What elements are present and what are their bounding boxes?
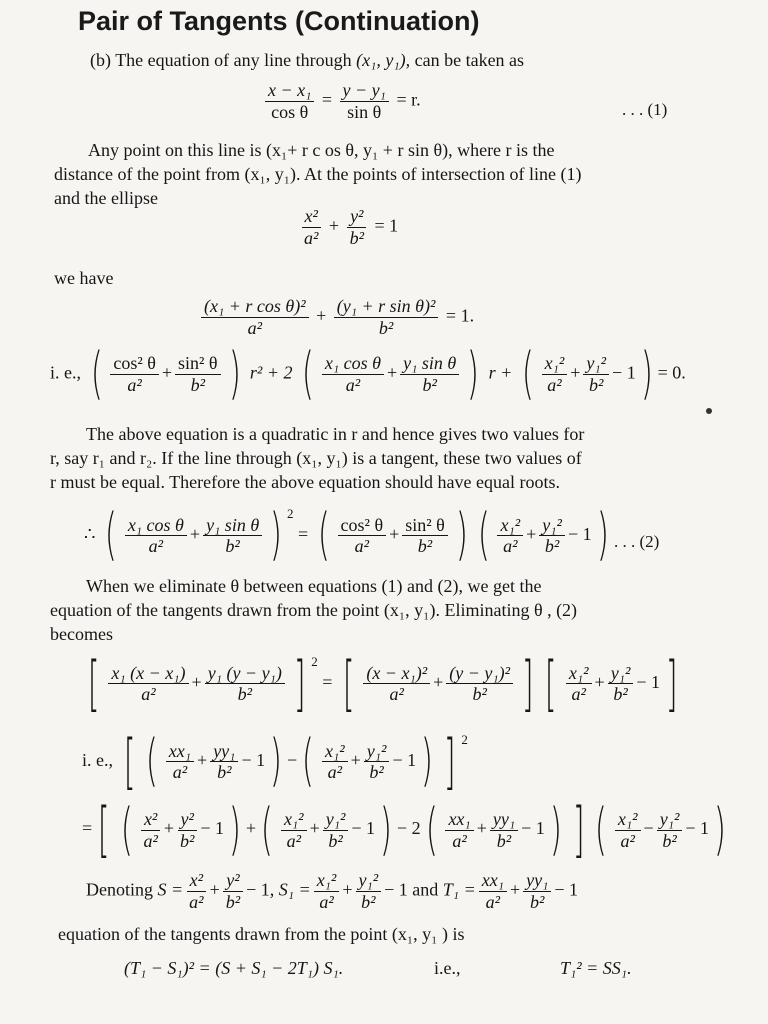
para4-line3: becomes [50,624,113,644]
para3-line1: The above equation is a quadratic in r and hence gives two values for [86,424,585,444]
we-have-text: we have [54,268,114,288]
intro-text-a: The equation of any line through [115,50,352,70]
denoting-line: Denoting S = $\frac{\text{x²}}{\text{a²}}$ + $\frac{\text{y²}}{\text{b²}}$ − 1, S₁ = $\frac{\text{x₁²}}{\text{a²}}$ + $\frac{\text{y₁²}}{\text{b²}}$ − 1 and T₁ = $\frac{\text{xx₁}}{\text{a²}}$ + $\frac{\text{yy₁}}{\text{b²}}$ − 1 [86,870,579,912]
page-title: Pair of Tangents (Continuation) [78,6,480,36]
equation-number-2: . . . (2) [614,532,660,551]
equation-number-1: . . . (1) [622,100,668,119]
conclusion-line: equation of the tangents drawn from the point (x₁, y₁ ) is [58,924,465,944]
para4-line1: When we eliminate θ between equations (1) and (2), we get the [86,576,542,596]
substituted-equation: $\frac{\text{(x₁ + r cos θ)²}}{\text{a²}}$ + $\frac{\text{(y₁ + r sin θ)²}}{\text{b²}}$ = 1. [198,296,474,338]
stray-mark [706,408,712,414]
para1-line1: Any point on this line is (x₁+ r c os θ, y₁ + r sin θ), where r is the [88,140,555,160]
ie-label: i.e., [434,958,461,978]
eq1-rhs: = r. [396,89,421,110]
final-equation-b: T₁² = SS₁. [560,958,632,978]
ie-equation: i. e., [ ( $\frac{\text{xx₁}}{\text{a²}}$ + $\frac{\text{yy₁}}{\text{b²}}$ − 1) −( $\frac{\text{x₁²}}{\text{a²}}$ + $\frac{\text{y₁²}}{\text{b²}}$ − 1) ] $^2$ [82,726,468,797]
part-label: (b) [90,50,111,70]
intro-text-b: can be taken as [414,50,525,70]
para3-line2: r, say r₁ and r₂. If the line through (x₁, y₁) is a tangent, these two values of [50,448,582,468]
equation-1: $\frac{\text{x − x₁}}{\text{cos θ}}$ = $\frac{\text{y − y₁}}{\text{sin θ}}$ = r. [262,80,421,122]
para1-line2: distance of the point from (x₁, y₁). At the points of intersection of line (1) [54,164,582,184]
intro-line [90,48,524,72]
elimination-equation: [ $\frac{\text{x₁ (x − x₁)}}{\text{a²}}$ + $\frac{\text{y₁ (y − y₁)}}{\text{b²}}$ ] $^2$ = [ $\frac{\text{(x − x₁)²}}{\text{a²}}$ + $\frac{\text{(y − y₁)²}}{\text{b²}}$ ] [ $\frac{\text{x₁²}}{\text{a²}}$ + $\frac{\text{y₁²}}{\text{b²}}$ − 1] [87,648,678,719]
ellipse-equation: $\frac{\text{x²}}{\text{a²}}$ + $\frac{\text{y²}}{\text{b²}}$ = 1 [298,206,398,248]
equation-2: ∴ ( $\frac{\text{x₁ cos θ}}{\text{a²}}$ + $\frac{\text{y₁ sin θ}}{\text{b²}}$ ) $^2$ = ( $\frac{\text{cos² θ}}{\text{a²}}$ + $\frac{\text{sin² θ}}{\text{b²}}$ ) ( $\frac{\text{x₁²}}{\text{a²}}$ + $\frac{\text{y₁²}}{\text{b²}}$ − 1) [84,502,609,568]
final-equation-a: (T₁ − S₁)² = (S + S₁ − 2T₁) S₁. [124,958,344,978]
eq1-frac-y: $\frac{\text{y − y₁}}{\text{sin θ}}$ [340,80,389,122]
therefore-symbol: ∴ [84,524,96,544]
intro-point: (x₁, y₁), [356,50,411,70]
eq1-frac-x: $\frac{\text{x − x₁}}{\text{cos θ}}$ [265,80,314,122]
para1-line3: and the ellipse [54,188,158,208]
para4-line2: equation of the tangents drawn from the point (x₁, y₁). Eliminating θ , (2) [50,600,578,620]
para3-line3: r must be equal. Therefore the above equation should have equal roots. [50,472,561,492]
quadratic-equation: i. e., ( $\frac{\text{cos² θ}}{\text{a²}}$ + $\frac{\text{sin² θ}}{\text{b²}}$ ) r² + 2 ( $\frac{\text{x₁ cos θ}}{\text{a²}}$ + $\frac{\text{y₁ sin θ}}{\text{b²}}$ ) r + ( $\frac{\text{x₁²}}{\text{a²}}$ + $\frac{\text{y₁²}}{\text{b²}}$ − 1) = 0. [50,341,686,406]
rhs-expansion: =[ ( $\frac{\text{x²}}{\text{a²}}$ + $\frac{\text{y²}}{\text{b²}}$ − 1) +( $\frac{\text{x₁²}}{\text{a²}}$ + $\frac{\text{y₁²}}{\text{b²}}$ − 1) − 2( $\frac{\text{xx₁}}{\text{a²}}$ + $\frac{\text{yy₁}}{\text{b²}}$ − 1) ] ( $\frac{\text{x₁²}}{\text{a²}}$ − $\frac{\text{y₁²}}{\text{b²}}$ − 1) [82,795,726,865]
